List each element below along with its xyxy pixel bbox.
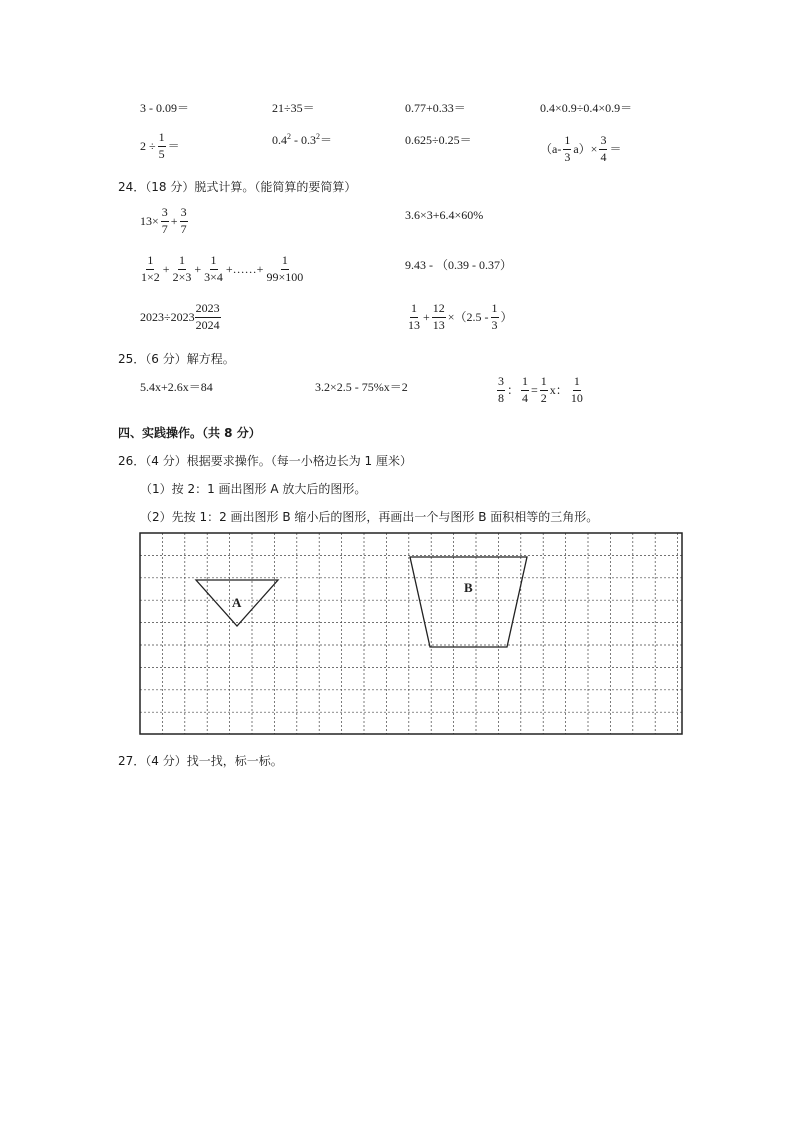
fraction (158, 131, 166, 162)
fraction (265, 254, 304, 285)
q24-expr-6 (405, 302, 513, 333)
q24-expr-6-mid: ×（2.5 - (447, 310, 489, 325)
q24-expr-5 (140, 302, 223, 333)
numerator: 1 (410, 302, 418, 318)
numerator: 3 (497, 375, 505, 391)
q24-expr-5-prefix: 2023÷2023 (140, 310, 195, 325)
oral-expr-5-prefix: 2 ÷ (140, 139, 156, 154)
fraction (140, 254, 161, 285)
fraction (521, 375, 529, 406)
q27-title: 27．（4 分）找一找，标一标。 (118, 754, 283, 768)
q24-expr-3 (138, 254, 306, 285)
numerator: 12 (432, 302, 446, 318)
numerator: 1 (563, 134, 571, 150)
exponent-b: 2 (316, 132, 320, 141)
oral-expr-3: 0.77+0.33＝ (405, 101, 466, 115)
plus-sign: + (170, 214, 178, 229)
numerator: 1 (540, 375, 548, 391)
q25-equation-2: 3.2×2.5 - 75%x＝2 (315, 380, 408, 394)
numerator: 3 (599, 134, 607, 150)
denominator: 3 (491, 317, 498, 332)
fraction (407, 302, 421, 333)
oral-expr-8-mid: a）× (573, 142, 598, 157)
q25-title: 25．（6 分）解方程。 (118, 352, 235, 366)
denominator: 2 (540, 390, 547, 405)
shape-b-trapezoid (410, 557, 527, 647)
denominator: 7 (161, 221, 168, 236)
base-a: 0.4 (272, 133, 287, 147)
plus-sign: + (423, 310, 430, 325)
q24-expr-2: 3.6×3+6.4×60% (405, 208, 484, 222)
oral-expr-1: 3 - 0.09＝ (140, 101, 189, 115)
oral-expr-4: 0.4×0.9÷0.4×0.9＝ (540, 101, 633, 115)
oral-expr-2: 21÷35＝ (272, 101, 315, 115)
equals-sign: ＝ (609, 142, 622, 157)
numerator: 1 (281, 254, 289, 270)
ratio-colon: ： (507, 383, 520, 398)
oral-expr-7: 0.625÷0.25＝ (405, 133, 472, 147)
q26-subquestion-2: （2）先按 1：2 画出图形 B 缩小后的图形，再画出一个与图形 B 面积相等的三角形。 (140, 510, 599, 524)
q26-title: 26．（4 分）根据要求操作。（每一小格边长为 1 厘米） (118, 454, 412, 468)
q25-equation-1: 5.4x+2.6x＝84 (140, 380, 213, 394)
numerator: 1 (521, 375, 529, 391)
fraction (203, 254, 224, 285)
q24-title: 24．（18 分）脱式计算。（能简算的要简算） (118, 180, 357, 194)
denominator: 13 (432, 317, 445, 332)
denominator: 2×3 (172, 269, 192, 284)
exponent-a: 2 (287, 132, 291, 141)
variable-x-colon: x： (549, 383, 568, 398)
fraction (599, 134, 607, 165)
plus-sign: + (162, 262, 170, 277)
plus-sign: + (194, 262, 202, 277)
numerator: 3 (161, 206, 169, 222)
denominator: 1×2 (141, 269, 160, 284)
numerator: 1 (573, 375, 581, 391)
fraction (180, 206, 188, 237)
equals-sign: ＝ (167, 139, 180, 154)
fraction (432, 302, 446, 333)
fraction (195, 302, 221, 333)
oral-expr-8 (540, 134, 621, 165)
numerator: 1 (158, 131, 166, 147)
numerator: 1 (210, 254, 218, 270)
denominator: 13 (408, 317, 420, 332)
shape-a-label: A (232, 595, 242, 610)
oral-expr-5 (140, 131, 180, 162)
minus-base-b: - 0.3 (291, 133, 316, 147)
denominator: 4 (522, 390, 529, 405)
fraction (563, 134, 571, 165)
denominator: 3 (564, 149, 571, 164)
denominator: 5 (158, 146, 165, 161)
q24-expr-4: 9.43 - （0.39 - 0.37） (405, 258, 512, 272)
close-paren: ） (500, 310, 513, 325)
fraction (540, 375, 548, 406)
shape-b-label: B (464, 580, 473, 595)
q26-subquestion-1: （1）按 2：1 画出图形 A 放大后的图形。 (140, 482, 367, 496)
denominator: 10 (570, 390, 583, 405)
q24-expr-1-prefix: 13× (140, 214, 159, 229)
numerator: 1 (178, 254, 186, 270)
denominator: 8 (498, 390, 504, 405)
oral-expr-6 (272, 131, 332, 148)
ellipsis-plus: +……+ (225, 262, 264, 277)
oral-expr-8-prefix: （a- (540, 142, 562, 157)
numerator: 1 (146, 254, 154, 270)
equals-sign: = (531, 383, 538, 398)
denominator: 99×100 (266, 269, 304, 284)
denominator: 4 (600, 149, 607, 164)
q24-expr-1 (140, 206, 190, 237)
denominator: 7 (180, 221, 187, 236)
equals-sign: ＝ (320, 133, 333, 147)
fraction (161, 206, 169, 237)
numerator: 2023 (195, 302, 221, 318)
q25-equation-3 (495, 375, 586, 406)
section-4-title: 四、实践操作。（共 8 分） (118, 426, 261, 440)
denominator: 3×4 (204, 269, 223, 284)
fraction (570, 375, 584, 406)
fraction (497, 375, 505, 406)
numerator: 1 (491, 302, 499, 318)
numerator: 3 (180, 206, 188, 222)
fraction (172, 254, 193, 285)
fraction (491, 302, 499, 333)
denominator: 2024 (195, 317, 220, 332)
drawing-grid[interactable] (138, 531, 686, 737)
